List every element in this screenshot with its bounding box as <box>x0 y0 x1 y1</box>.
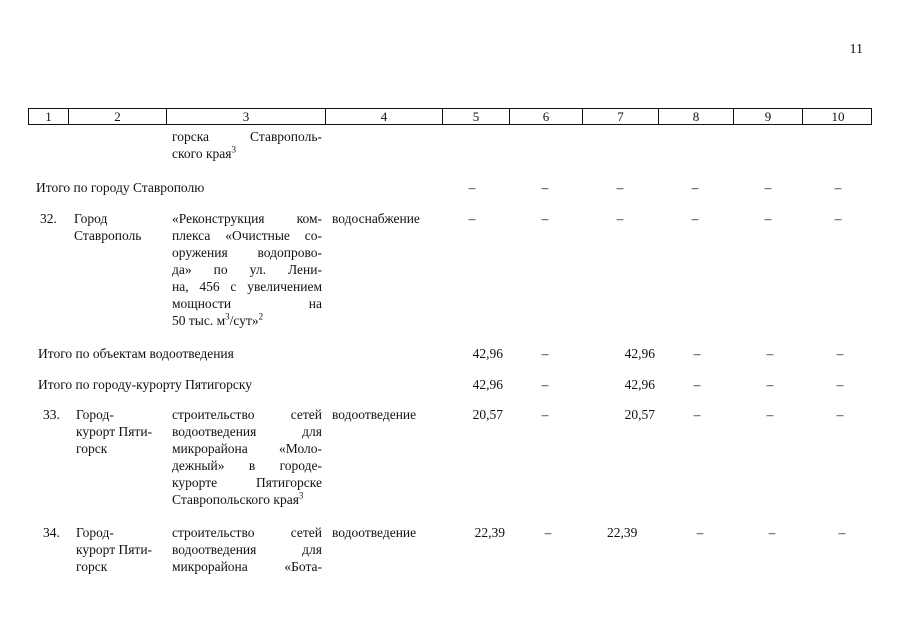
value-c8: – <box>691 211 699 226</box>
object-name-line: микрорайона «Бота- <box>172 559 322 574</box>
header-col-8: 8 <box>658 109 733 124</box>
value-c6: – <box>544 525 552 540</box>
city-line: Город <box>74 211 108 226</box>
value-c9: – <box>768 525 776 540</box>
value-c8: – <box>693 377 701 392</box>
object-name-line: на, 456 с увеличением <box>172 279 322 294</box>
object-type: водоотведение <box>332 525 417 540</box>
value-c10: – <box>838 525 846 540</box>
value-c5: 20,57 <box>472 407 503 422</box>
value-c5: – <box>468 180 476 195</box>
header-col-10: 10 <box>802 109 873 124</box>
object-name-line: строительство сетей <box>172 525 322 540</box>
object-name-line: да» по ул. Лени- <box>172 262 322 277</box>
header-col-2: 2 <box>68 109 166 124</box>
city-line: курорт Пяти- <box>76 424 153 439</box>
value-c9: – <box>764 180 772 195</box>
value-c5: – <box>468 211 476 226</box>
value-c8: – <box>691 180 699 195</box>
row-number: 34. <box>43 525 60 540</box>
value-c7: – <box>616 211 624 226</box>
object-name-line: строительство сетей <box>172 407 322 422</box>
value-c6: – <box>541 346 549 361</box>
header-col-7: 7 <box>582 109 658 124</box>
row-number: 33. <box>43 407 60 422</box>
object-name-line: водоотведения для <box>172 542 322 557</box>
value-c7: 22,39 <box>607 525 638 540</box>
value-c5: 42,96 <box>472 377 503 392</box>
header-col-5: 5 <box>442 109 509 124</box>
total-label: Итого по городу Ставрополю <box>36 180 205 195</box>
total-label: Итого по объектам водоотведения <box>38 346 234 361</box>
header-col-9: 9 <box>733 109 802 124</box>
table-header-row <box>28 108 872 125</box>
object-name-line: микрорайона «Моло- <box>172 441 322 456</box>
city-line: горск <box>76 559 108 574</box>
object-name-line: 50 тыс. $м^3/сут»^2$ <box>172 311 264 328</box>
object-name-line: Ставропольского края$^3$ <box>172 490 304 507</box>
value-c9: – <box>766 377 774 392</box>
object-name-line: курорте Пятигорске <box>172 475 322 490</box>
value-c7: – <box>616 180 624 195</box>
value-c9: – <box>764 211 772 226</box>
header-col-4: 4 <box>325 109 442 124</box>
city-line: горск <box>76 441 108 456</box>
value-c7: 42,96 <box>624 377 655 392</box>
city-line: Город- <box>76 407 114 422</box>
header-col-6: 6 <box>509 109 582 124</box>
object-type: водоснабжение <box>332 211 420 226</box>
object-name-line: плекса «Очистные со- <box>172 228 322 243</box>
object-name-line: водоотведения для <box>172 424 322 439</box>
object-type: водоотведение <box>332 407 417 422</box>
city-line: Город- <box>76 525 114 540</box>
value-c8: – <box>696 525 704 540</box>
value-c10: – <box>836 346 844 361</box>
value-c8: – <box>693 346 701 361</box>
object-name-line: ского края$^3$ <box>172 144 236 161</box>
value-c9: – <box>766 346 774 361</box>
total-label: Итого по городу-курорту Пятигорску <box>38 377 253 392</box>
value-c5: 42,96 <box>472 346 503 361</box>
value-c9: – <box>766 407 774 422</box>
value-c6: – <box>541 180 549 195</box>
value-c6: – <box>541 211 549 226</box>
object-name-line: горска Ставрополь- <box>172 129 322 144</box>
value-c10: – <box>834 211 842 226</box>
page-number: 11 <box>849 42 863 57</box>
header-col-3: 3 <box>166 109 325 124</box>
object-name-line: «Реконструкция ком- <box>172 211 322 226</box>
value-c6: – <box>541 407 549 422</box>
value-c10: – <box>836 377 844 392</box>
value-c6: – <box>541 377 549 392</box>
value-c7: 42,96 <box>624 346 655 361</box>
object-name-line: дежный» в городе- <box>172 458 322 473</box>
object-name-line: мощности на <box>172 296 322 311</box>
city-line: Ставрополь <box>74 228 142 243</box>
city-line: курорт Пяти- <box>76 542 153 557</box>
row-number: 32. <box>40 211 57 226</box>
value-c7: 20,57 <box>624 407 655 422</box>
value-c10: – <box>834 180 842 195</box>
value-c8: – <box>693 407 701 422</box>
value-c10: – <box>836 407 844 422</box>
value-c5: 22,39 <box>474 525 505 540</box>
header-col-1: 1 <box>45 109 52 124</box>
object-name-line: оружения водопрово- <box>172 245 322 260</box>
